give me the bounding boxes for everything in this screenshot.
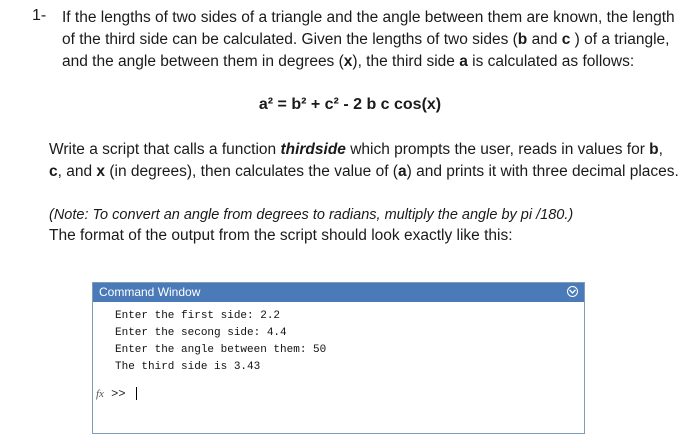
- question-number: 1-: [32, 7, 47, 24]
- emphasis-text: b: [517, 31, 528, 48]
- question-paragraph-1: [62, 7, 682, 73]
- body-text: If the lengths of two sides of a triangle and the angle between them are known, the length of the third side can be calculated. Given the lengths of two sides (: [62, 9, 675, 48]
- command-window-titlebar: [93, 283, 584, 302]
- body-text: and: [527, 31, 562, 48]
- question-paragraph-3: The format of the output from the script should look exactly like this:: [49, 227, 513, 244]
- question-paragraph-2: [49, 139, 679, 183]
- text-cursor: [136, 387, 137, 400]
- command-output-line: Enter the secong side: 4.4: [115, 327, 287, 339]
- body-text: ) and prints it with three decimal places.: [406, 163, 679, 180]
- command-output-line: Enter the first side: 2.2: [115, 310, 281, 322]
- command-window[interactable]: [92, 282, 585, 434]
- chevron-down-icon[interactable]: [567, 286, 578, 297]
- note: (Note: To convert an angle from degrees to radians, multiply the angle by pi /180.): [49, 207, 574, 223]
- command-output-line: The third side is 3.43: [115, 361, 261, 373]
- emphasis-text: x: [343, 53, 353, 70]
- fx-icon[interactable]: fx: [96, 388, 104, 400]
- body-text: which prompts the user, reads in values for: [345, 141, 650, 158]
- emphasis-text: x: [96, 163, 106, 180]
- body-text: is calculated as follows:: [467, 53, 635, 70]
- body-text: (in degrees), then calculates the value of (: [105, 163, 398, 180]
- emphasis-text: a: [397, 163, 407, 180]
- emphasis-text: c: [561, 31, 571, 48]
- command-prompt: >>: [111, 387, 126, 401]
- body-text: ) of a triangle, and the angle between them in degrees (: [62, 31, 670, 70]
- command-output-line: Enter the angle between them: 50: [115, 344, 327, 356]
- body-text: , and: [57, 163, 97, 180]
- body-text: ,: [658, 141, 663, 158]
- emphasis-text: a: [459, 53, 468, 70]
- body-text: Write a script that calls a function: [49, 141, 281, 158]
- command-window-title: Command Window: [99, 285, 201, 299]
- formula: a² = b² + c² - 2 b c cos(x): [258, 96, 442, 113]
- emphasis-text: thirdside: [280, 141, 346, 158]
- emphasis-text: b: [649, 141, 659, 158]
- command-prompt-row[interactable]: [96, 387, 137, 401]
- emphasis-text: c: [49, 163, 58, 180]
- body-text: ), the third side: [352, 53, 460, 70]
